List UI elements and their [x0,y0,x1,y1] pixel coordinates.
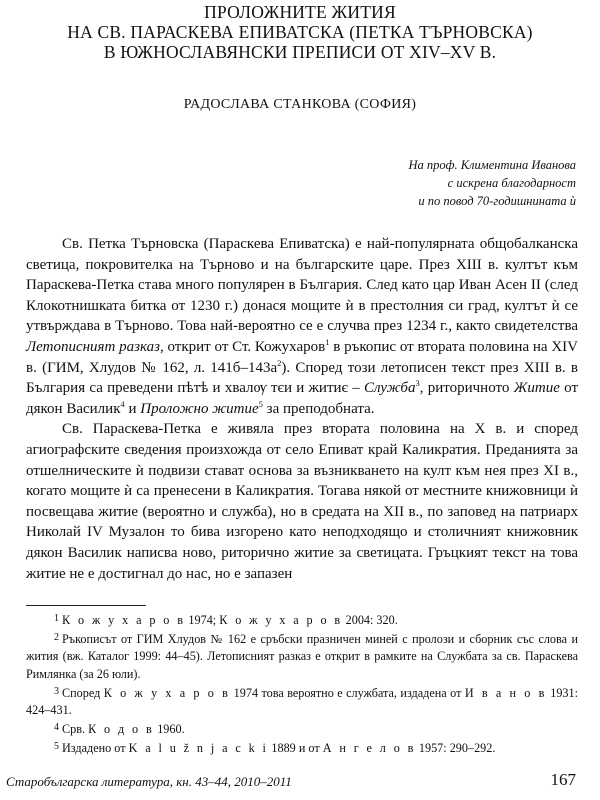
footnote-number: 1 [54,613,59,624]
footnote-separator [26,605,146,606]
footnote-ref: 5 [258,398,263,409]
text-run: 1889 и от [268,741,323,756]
footnote-number: 2 [54,632,59,644]
footnote-ref: 1 [325,336,330,347]
dedication-line: На проф. Климентина Иванова [408,158,576,172]
body-paragraph-1 [26,234,578,419]
article-body [26,234,578,584]
footnote-number: 5 [54,741,59,753]
footnote-1 [26,610,578,629]
footnote-number: 3 [54,685,59,697]
dedication-line: и по повод 70-годишнината ѝ [418,194,576,208]
dedication [216,156,576,210]
title-line: НА СВ. ПАРАСКЕВА ЕПИВАТСКА (ПЕТКА ТЪРНОВСКА) [67,22,533,42]
italic-title: Летописният разказ [26,338,160,355]
text-run: Св. Петка Търновска (Параскева Епиватска) е най-популярната общобалканска светица, покровителка на Търново и на българските царе. През XIII в. култът към Параскева-Петка става много популярен в България. След като цар Иван Асен II (след Клокотнишката битка от 1230 г.) донася мощите ѝ в престолния си град, култът ѝ се утвърждава в Търново. Това най-вероятно се е случва през 1234 г., както свидетелства [26,236,578,335]
author-ref: К о д о в [88,722,155,737]
text-run: Според [62,685,104,700]
footnote-number: 4 [54,722,59,734]
author-ref: K a l u ž n j a c k i [128,741,269,756]
text-run: 2004: 320. [342,613,398,627]
article-author: РАДОСЛАВА СТАНКОВА (СОФИЯ) [183,97,417,112]
footnote-ref: 3 [415,378,420,389]
italic-title: Служба [364,380,416,397]
text-run: за преподобната. [262,400,375,417]
author-ref: К о ж у х а р о в [62,613,186,627]
dedication-line: с искрена благодарност [447,176,576,190]
text-run: 1931: 424–431. [26,685,578,718]
italic-title: Проложно житие [140,400,259,417]
text-run: , открит от Ст. Кожухаров [159,338,326,355]
author-ref: К о ж у х а р о в [103,685,231,700]
page-footer [6,772,576,792]
footnotes [26,610,578,758]
text-run: 1974 това вероятно е службата, издадена от [230,685,465,700]
author-ref: А н г е л о в [322,741,416,756]
text-run: , риторичното [419,380,514,397]
text-run: Срв. [62,722,89,737]
title-line: В ЮЖНОСЛАВЯНСКИ ПРЕПИСИ ОТ XIV–XV В. [103,42,497,62]
italic-title: Житие [513,380,560,397]
journal-citation: Старобългарска литература, кн. 43–44, 2010–2011 [6,774,292,789]
text-run: 1957: 290–292. [415,741,496,756]
old-slavonic-quote: пѣтѣ и хвалѹ тєи и житиє [177,380,348,397]
footnote-5 [26,738,578,757]
text-run: и [124,400,141,417]
author-ref: К о ж у х а р о в [219,613,343,627]
text-run: в ръкопис от втората половина на XIV в. (ГИМ, Хлудов № 162, л. 141б–143а [26,338,578,376]
article-title [20,2,580,62]
text-run: Издадено от [62,741,129,756]
footnote-3 [26,683,578,719]
page-number: 167 [550,770,576,789]
footnote-2 [26,629,578,683]
footnote-ref: 4 [120,398,125,409]
text-run: 1974; [185,613,220,627]
text-run: Ръкописът от ГИМ Хлудов № 162 е сръбски празничен миней с пролози и сборник със слова и жития (вж. Каталог 1999: 44–45). Летописният разказ е открит в рамките на Службата за св. Параскева Римлянка (за 26 юли). [26,632,578,681]
text-run: ). Според този летописен текст през XIII в. в България са преведени [26,359,578,397]
footnote-4 [26,719,578,738]
text-run: 1960. [154,722,185,737]
text-run: от дякон Василик [26,380,579,417]
footnote-ref: 2 [277,357,282,368]
body-paragraph-2: Св. Параскева-Петка е живяла през втората половина на X в. и според агиографските сведения произхожда от село Епиват край Каликратия. Преданията за отшелническите ѝ подвизи стават основа за възникването на култ към нея през XI в., когато мощите ѝ са пренесени в Каликратия. Тогава някой от местните книжовници ѝ посвещава житие (вероятно и служба), но в средата на XII в., по заповед на патриарх Николай IV Музалон то бива изгорено като неподходящо и столичният книжовник дякон Василик написва ново, риторично житие за светицата. Гръцкият текст на това житие не е достигнал до нас, но е запазен [26,421,578,582]
title-line: ПРОЛОЖНИТЕ ЖИТИЯ [204,2,396,22]
text-run: – [347,380,365,397]
author-ref: И в а н о в [464,685,547,700]
